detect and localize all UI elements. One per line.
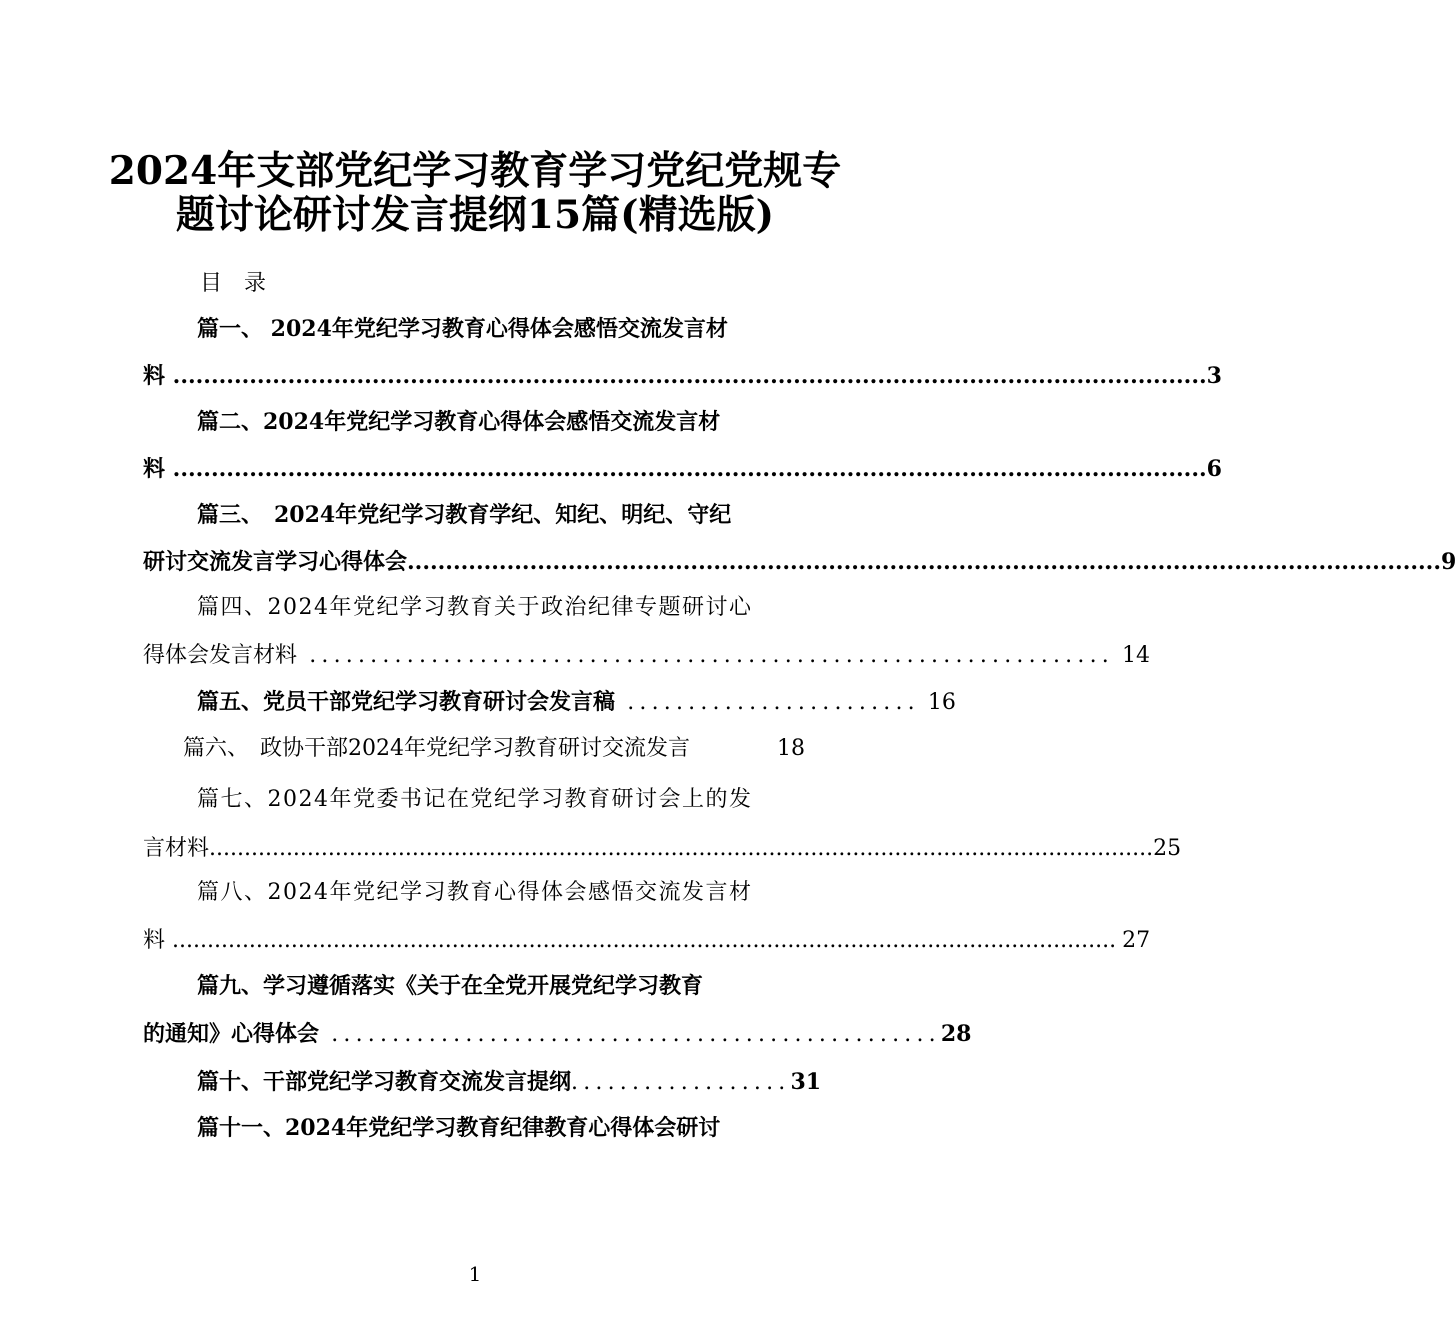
toc-entry-5[interactable]: [197, 686, 956, 718]
toc-entry-3-text: 研讨交流发言学习心得体会: [143, 549, 408, 575]
page-number: 1: [468, 1262, 482, 1286]
toc-entry-4-page: 14: [1121, 643, 1150, 668]
toc-entry-9-line-1[interactable]: 篇九、学习遵循落实《关于在全党开展党纪学习教育: [197, 973, 704, 999]
toc-entry-6-page: 18: [777, 736, 805, 761]
toc-leader-dots: .......................................................................................................................................: [165, 363, 1207, 389]
toc-leader-dots: ..................................................................: [297, 643, 1114, 668]
toc-entry-3-page: 9: [1441, 549, 1456, 575]
document-title-line-1: 2024年支部党纪学习教育学习党纪党规专: [108, 148, 842, 194]
toc-entry-5-text: 篇五、党员干部党纪学习教育研讨会发言稿: [197, 689, 616, 715]
toc-entry-3-line-1[interactable]: 篇三、 2024年党纪学习教育学纪、知纪、明纪、守纪: [197, 502, 732, 528]
toc-entry-8-page: 27: [1122, 928, 1151, 953]
toc-entry-9-page: 28: [940, 1021, 972, 1047]
toc-entry-1-line-1[interactable]: 篇一、 2024年党纪学习教育心得体会感悟交流发言材: [197, 316, 728, 342]
toc-entry-7-text: 言材料: [143, 836, 210, 861]
toc-entry-4-text: 得体会发言材料: [143, 643, 298, 668]
toc-entry-4-line-1[interactable]: 篇四、2024年党纪学习教育关于政治纪律专题研讨心: [197, 595, 753, 620]
toc-entry-8-text: 料: [143, 928, 166, 953]
toc-entry-1-line-2[interactable]: [143, 360, 1222, 392]
toc-heading: 目 录: [200, 271, 267, 296]
toc-entry-5-page: 16: [927, 690, 956, 715]
toc-entry-11-line-1[interactable]: 篇十一、2024年党纪学习教育纪律教育心得体会研讨: [197, 1115, 721, 1141]
toc-leader-dots: ..................................................: [319, 1022, 941, 1047]
toc-leader-dots: ..................: [571, 1070, 791, 1095]
toc-leader-dots: ........................: [615, 690, 920, 715]
toc-entry-8-line-2[interactable]: [143, 925, 1151, 957]
toc-entry-7-line-2[interactable]: [143, 833, 1182, 865]
toc-entry-10[interactable]: [197, 1066, 822, 1098]
toc-entry-1-page: 3: [1206, 363, 1222, 389]
toc-entry-4-line-2[interactable]: [143, 640, 1150, 672]
toc-entry-6[interactable]: [183, 733, 805, 765]
toc-entry-9-line-2[interactable]: [143, 1018, 972, 1050]
toc-entry-1-text: 料: [143, 363, 166, 389]
toc-entry-2-line-2[interactable]: [143, 453, 1222, 485]
toc-leader-dots: .......................................................................................................................................: [165, 928, 1117, 953]
toc-leader-dots: .......................................................................................................................................: [209, 836, 1154, 861]
toc-entry-8-line-1[interactable]: 篇八、2024年党纪学习教育心得体会感悟交流发言材: [197, 880, 753, 905]
toc-entry-9-text: 的通知》心得体会: [143, 1021, 320, 1047]
toc-entry-3-line-2[interactable]: [143, 546, 1456, 578]
toc-entry-7-page: 25: [1153, 836, 1182, 861]
toc-entry-2-line-1[interactable]: 篇二、2024年党纪学习教育心得体会感悟交流发言材: [197, 409, 721, 435]
toc-entry-10-text: 篇十、干部党纪学习教育交流发言提纲: [197, 1069, 572, 1095]
toc-entry-10-page: 31: [790, 1069, 822, 1095]
toc-entry-2-page: 6: [1206, 456, 1222, 482]
toc-leader-dots: .......................................................................................................................................: [165, 456, 1207, 482]
document-title-line-2: 题讨论研讨发言提纲15篇(精选版): [175, 192, 775, 238]
toc-entry-7-line-1[interactable]: 篇七、2024年党委书记在党纪学习教育研讨会上的发: [197, 787, 753, 812]
toc-leader-dots: .......................................................................................................................................: [407, 549, 1442, 575]
toc-entry-2-text: 料: [143, 456, 166, 482]
toc-entry-6-text: 篇六、 政协干部2024年党纪学习教育研讨交流发言: [183, 736, 690, 761]
